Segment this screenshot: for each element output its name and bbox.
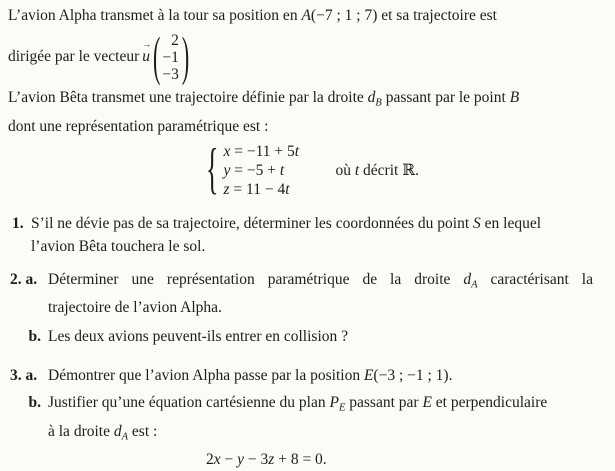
line-da-subscript: A: [471, 279, 478, 290]
q3b-line1-pre: Justifier qu’une équation cartésienne du plan: [48, 394, 330, 411]
question-3b-text: [48, 391, 593, 471]
question-1-line-1: [31, 212, 593, 235]
question-1-number: 1.: [12, 214, 24, 232]
eq-x-lhs: x: [223, 142, 231, 160]
question-2b: [8, 325, 593, 348]
system-note-post: décrit ℝ.: [359, 161, 419, 179]
q3b-line-da-subscript: A: [121, 431, 129, 442]
beta-line2-text: dont une représentation paramétrique est :: [8, 117, 269, 135]
q2b-text: Les deux avions peuvent-ils entrer en collision ?: [48, 328, 349, 345]
question-1-line-2: [31, 235, 593, 258]
q3a-line-pre: Démontrer que l’avion Alpha passe par la position: [48, 367, 364, 384]
point-a-coordinates: (−7 ; 1 ; 7) et sa trajectoire est: [310, 7, 497, 24]
system-eq-y: [223, 161, 325, 180]
intro-line1-pre: L’avion Alpha transmet à la tour sa position en: [8, 7, 302, 24]
vector-paren-close: ): [181, 25, 190, 87]
eq-var-x: x: [213, 451, 221, 468]
question-3a: [8, 364, 593, 387]
system-eq-x: [223, 142, 325, 161]
point-s-label: S: [473, 214, 481, 232]
question-2a: [8, 268, 593, 320]
question-3b: [8, 391, 593, 471]
vector-column: [153, 25, 190, 87]
parametric-system: [206, 137, 593, 201]
system-note: [335, 161, 418, 180]
q3b-line-da-label: d: [113, 422, 122, 440]
line-db-label: d: [367, 89, 376, 106]
vector-component-x: 2: [171, 31, 179, 49]
q1-line2-text: l’avion Bêta touchera le sol.: [31, 237, 206, 255]
eq-y-lhs: y: [223, 161, 231, 179]
system-note-pre: où: [335, 161, 355, 179]
system-note-param: t: [354, 161, 360, 179]
system-brace: {: [206, 137, 219, 201]
vector-u-symbol: [142, 39, 152, 66]
question-2a-line-1: [48, 268, 593, 297]
eq-minus-2: − 3: [244, 451, 269, 468]
eq-var-z: z: [268, 451, 275, 468]
eq-x-param: t: [294, 142, 300, 160]
question-1-text: [31, 212, 593, 258]
direction-vector-line: [8, 25, 593, 87]
q2a-line1-pre: Déterminer une représentation paramétrique de la droite: [48, 270, 464, 288]
q2a-line1-post: caractérisant la: [477, 270, 593, 288]
eq-minus-1: −: [220, 451, 238, 468]
beta-line-2: [8, 115, 593, 138]
point-e-coordinates: (−3 ; −1 ; 1).: [373, 367, 453, 384]
question-1: [8, 212, 593, 258]
q3b-line2-pre: à la droite: [48, 422, 114, 440]
system-eq-z: [223, 180, 325, 199]
beta-line1-pre: L’avion Bêta transmet une trajectoire définie par la droite: [8, 89, 368, 106]
question-3a-line: [48, 364, 593, 387]
eq-z-rhs: = 11 − 4: [229, 180, 286, 198]
question-2a-line-2: [48, 296, 593, 319]
q3b-line2-post: est :: [128, 422, 158, 440]
question-3b-line-2: [48, 420, 593, 449]
vector-components: [160, 32, 182, 83]
question-2b-line: [48, 325, 593, 348]
intro-line-1: [8, 4, 593, 27]
vector-u-letter: u: [142, 48, 150, 65]
system-equations: [223, 142, 325, 199]
eq-coeff-1: 2: [206, 451, 214, 468]
vector-paren-open: (: [153, 25, 161, 87]
question-2b-number: b.: [28, 328, 41, 345]
cartesian-equation: [206, 448, 593, 471]
eq-y-rhs: = −5 +: [230, 161, 280, 179]
eq-tail: + 8 = 0.: [274, 451, 327, 468]
beta-line1-mid: passant par le point: [381, 89, 510, 106]
vector-arrow-icon: →: [142, 39, 152, 49]
eq-x-rhs: = −11 + 5: [230, 142, 295, 160]
q1-line1-post: en lequel: [480, 214, 542, 232]
question-2a-text: [48, 268, 593, 320]
vector-line-pre: dirigée par le vecteur: [8, 48, 140, 65]
vector-component-z: −3: [162, 65, 179, 83]
question-3a-number: 3. a.: [10, 367, 38, 384]
q3b-line1-post: et perpendiculaire: [431, 394, 548, 411]
vector-component-y: −1: [162, 48, 179, 66]
line-da-label: d: [463, 270, 472, 288]
beta-line-1: [8, 86, 593, 115]
q3b-point-e-label: E: [422, 394, 432, 411]
point-a-label: A: [301, 7, 311, 24]
plane-pe-subscript: E: [338, 402, 346, 414]
question-3b-number: b.: [28, 394, 41, 411]
point-e-label: E: [363, 367, 374, 384]
question-3a-text: [48, 364, 593, 387]
eq-var-y: y: [237, 451, 245, 468]
question-3b-line-1: [48, 391, 593, 420]
eq-y-param: t: [279, 161, 285, 179]
question-2a-number: 2. a.: [10, 270, 38, 288]
point-b-label: B: [509, 89, 520, 106]
q2a-line2-text: trajectoire de l’avion Alpha.: [48, 299, 222, 316]
question-2b-text: [48, 325, 593, 348]
plane-pe-label: P: [329, 394, 339, 411]
q3b-line1-mid: passant par: [345, 394, 423, 411]
line-db-subscript: B: [375, 97, 382, 109]
eq-z-lhs: z: [223, 180, 230, 198]
q1-line1-pre: S’il ne dévie pas de sa trajectoire, déterminer les coordonnées du point: [31, 214, 474, 232]
eq-z-param: t: [285, 180, 290, 198]
